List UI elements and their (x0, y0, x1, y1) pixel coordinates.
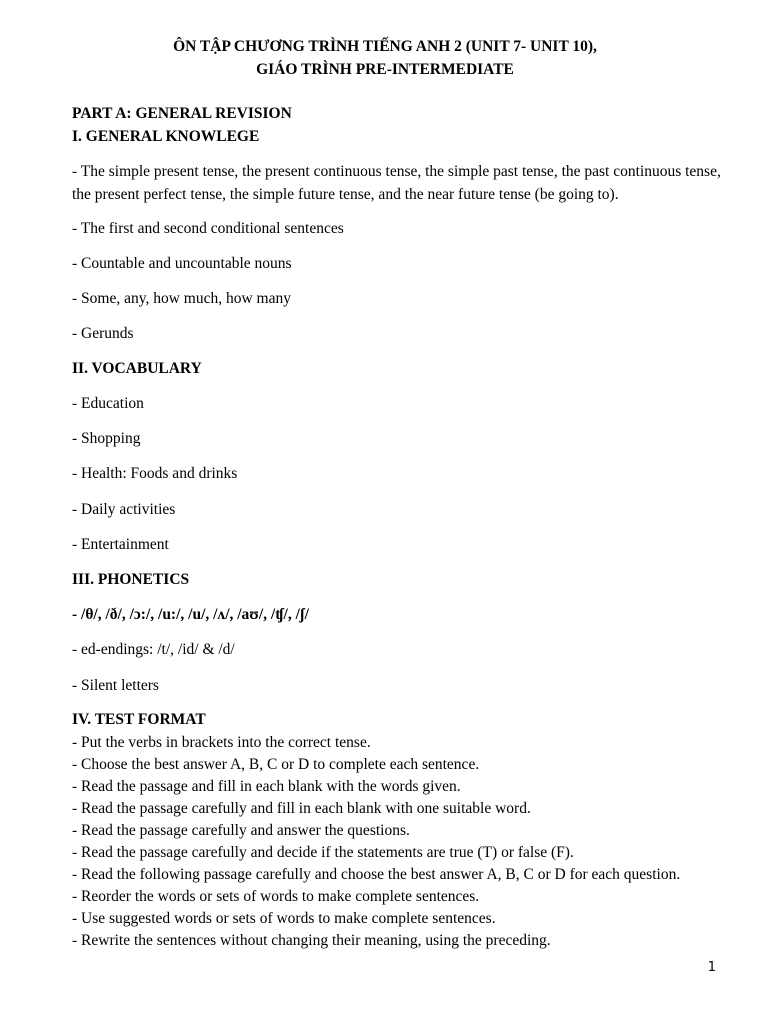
vocabulary-item: - Shopping (72, 430, 141, 447)
test-format-item: - Read the passage and fill in each blank with the words given. (72, 778, 461, 795)
part-a-heading: PART A: GENERAL REVISION (72, 105, 292, 122)
general-knowledge-heading: I. GENERAL KNOWLEGE (72, 128, 260, 145)
phonetics-heading: III. PHONETICS (72, 571, 190, 588)
test-format-item: - Read the following passage carefully and choose the best answer A, B, C or D for each question. (72, 866, 681, 883)
nouns-item: - Countable and uncountable nouns (72, 255, 292, 272)
tenses-item: - The simple present tense, the present continuous tense, the simple past tense, the past continuous tense, the present perfect tense, the simple future tense, and the near future tense (be going to). (72, 163, 721, 203)
test-format-item: - Read the passage carefully and answer the questions. (72, 822, 410, 839)
test-format-item: - Choose the best answer A, B, C or D to complete each sentence. (72, 756, 480, 773)
test-format-item: - Put the verbs in brackets into the correct tense. (72, 734, 371, 751)
vocabulary-item: - Entertainment (72, 536, 169, 553)
phonetics-sounds-item: - /θ/, /ð/, /ɔ:/, /u:/, /u/, /ʌ/, /aʊ/, /ʧ/, /ʃ/ (72, 606, 309, 623)
test-format-item: - Use suggested words or sets of words to make complete sentences. (72, 910, 496, 927)
vocabulary-item: - Health: Foods and drinks (72, 465, 238, 482)
document-title-line-2: GIÁO TRÌNH PRE-INTERMEDIATE (256, 61, 514, 78)
test-format-item: - Rewrite the sentences without changing their meaning, using the preceding. (72, 932, 551, 949)
test-format-item: - Read the passage carefully and decide if the statements are true (T) or false (F). (72, 844, 574, 861)
page-number: 1 (707, 960, 716, 975)
test-format-item: - Reorder the words or sets of words to make complete sentences. (72, 888, 480, 905)
vocabulary-item: - Education (72, 395, 144, 412)
vocabulary-item: - Daily activities (72, 501, 176, 518)
phonetics-item: - Silent letters (72, 677, 159, 694)
gerunds-item: - Gerunds (72, 325, 134, 342)
phonetics-item: - ed-endings: /t/, /id/ & /d/ (72, 641, 235, 658)
conditionals-item: - The first and second conditional sentences (72, 220, 344, 237)
test-format-item: - Read the passage carefully and fill in each blank with one suitable word. (72, 800, 531, 817)
quantifiers-item: - Some, any, how much, how many (72, 290, 291, 307)
test-format-heading: IV. TEST FORMAT (72, 711, 206, 728)
vocabulary-heading: II. VOCABULARY (72, 360, 202, 377)
document-title-line-1: ÔN TẬP CHƯƠNG TRÌNH TIẾNG ANH 2 (UNIT 7- UNIT 10), (173, 38, 597, 55)
